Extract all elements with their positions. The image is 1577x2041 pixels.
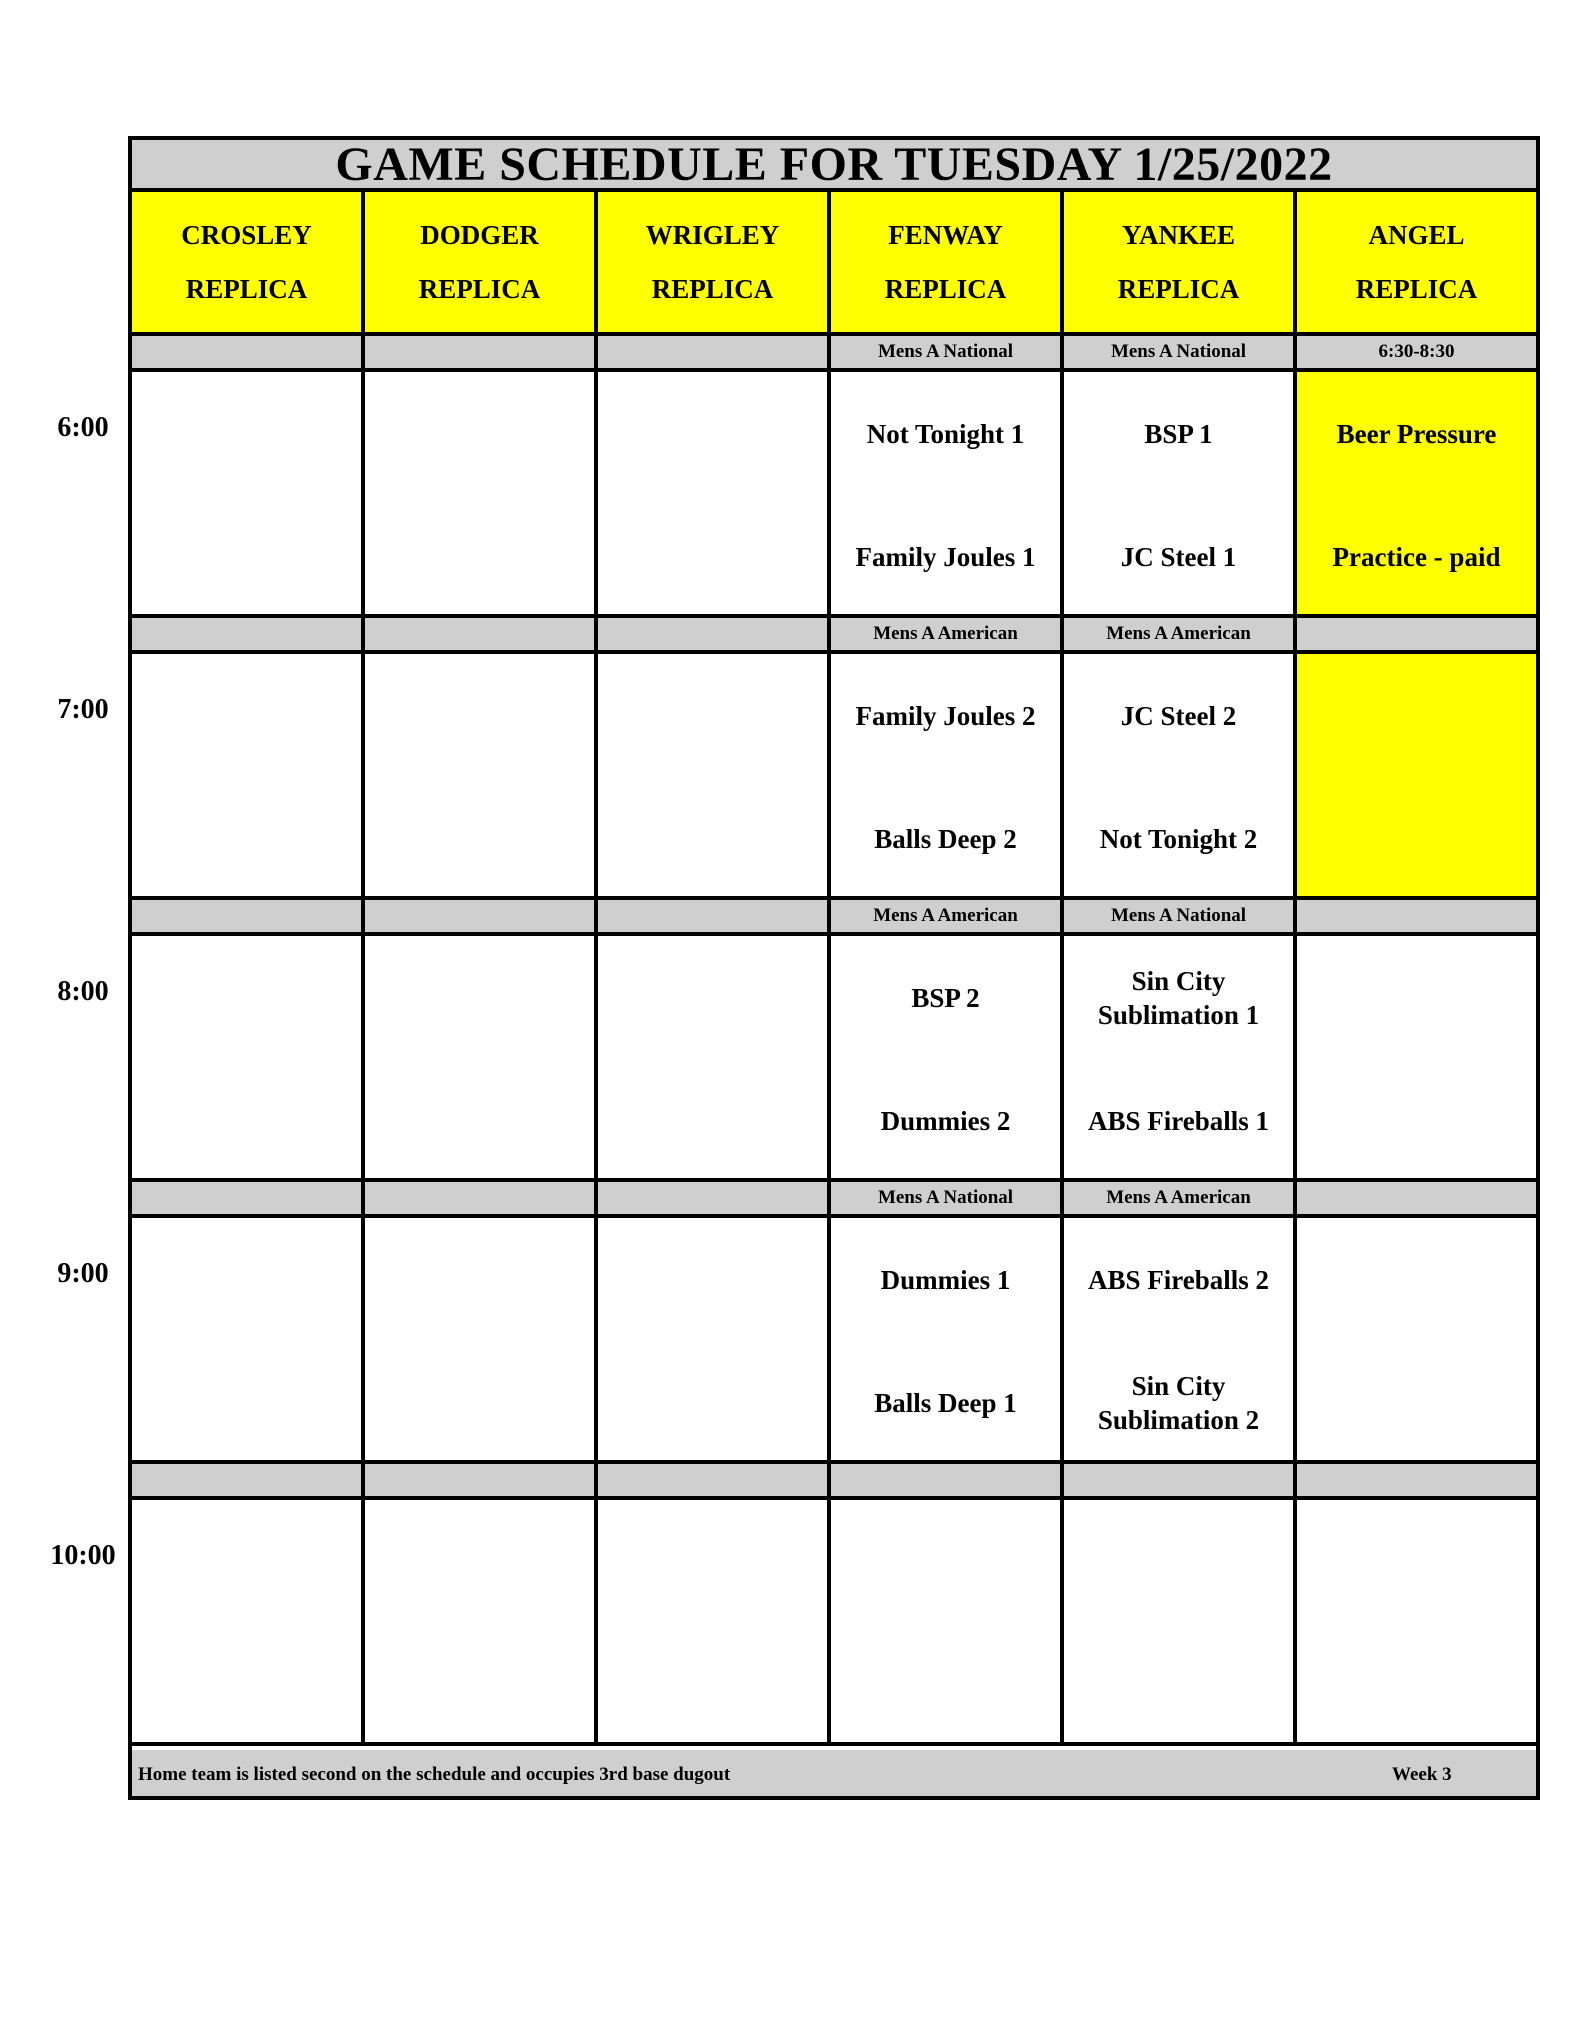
schedule-table [128,136,1540,1800]
division-label: Mens A American [1064,618,1297,654]
division-label [598,618,831,654]
field-header-crosley [132,192,365,336]
division-label [1297,1182,1536,1218]
footer-note: Home team is listed second on the schedule and occupies 3rd base dugout [138,1764,731,1785]
game-cell [1297,1218,1536,1464]
game-cell [831,654,1064,900]
game-cell [365,372,598,618]
division-label [365,1464,598,1500]
field-header-yankee [1064,192,1297,336]
field-header-fenway [831,192,1064,336]
field-name: FENWAY [888,220,1003,250]
game-cell [1064,1500,1297,1746]
game-cell [132,372,365,618]
game-cell [598,1218,831,1464]
game-cell [831,1218,1064,1464]
division-label [365,618,598,654]
division-label [365,1182,598,1218]
practice-cell [1297,654,1536,900]
field-header-angel [1297,192,1536,336]
division-label [598,1182,831,1218]
game-cell [365,654,598,900]
away-team: ABS Fireballs 2 [1087,1265,1270,1295]
field-subtitle: REPLICA [185,274,308,304]
home-team: JC Steel 1 [1120,542,1237,572]
game-cell [132,1500,365,1746]
game-cell [132,1218,365,1464]
away-team: Dummies 1 [880,1265,1011,1295]
division-label [1297,618,1536,654]
home-team: Not Tonight 2 [1099,824,1258,854]
division-label [132,1182,365,1218]
time-label-700: 7:00 [57,694,109,725]
away-team: BSP 1 [1144,419,1213,449]
home-team: Balls Deep 2 [874,824,1017,854]
field-subtitle: REPLICA [651,274,774,304]
field-name: WRIGLEY [645,220,780,250]
home-team: Balls Deep 1 [874,1388,1017,1418]
division-label: Mens A National [1064,900,1297,936]
division-label [1064,1464,1297,1500]
division-label: Mens A National [831,1182,1064,1218]
game-cell [598,372,831,618]
home-team: ABS Fireballs 1 [1087,1106,1270,1136]
home-team: Practice - paid [1332,542,1501,572]
game-cell [598,1500,831,1746]
game-cell [1064,936,1297,1182]
time-label-800: 8:00 [57,976,109,1007]
game-cell [365,936,598,1182]
field-name: CROSLEY [181,220,312,250]
away-team: Not Tonight 1 [866,419,1025,449]
away-team: JC Steel 2 [1120,701,1237,731]
schedule-title: GAME SCHEDULE FOR TUESDAY 1/25/2022 [132,140,1536,192]
game-cell [831,1500,1064,1746]
footer-row [132,1750,1536,1796]
division-label: Mens A National [1064,336,1297,372]
division-label [365,900,598,936]
division-label: Mens A National [831,336,1064,372]
division-label [132,1464,365,1500]
game-cell [365,1218,598,1464]
game-cell [598,654,831,900]
division-label: Mens A American [1064,1182,1297,1218]
away-team: Beer Pressure [1336,419,1497,449]
field-subtitle: REPLICA [1355,274,1478,304]
time-label-900: 9:00 [57,1258,109,1289]
time-label-600: 6:00 [57,412,109,443]
division-label [831,1464,1064,1500]
division-label [365,336,598,372]
field-name: YANKEE [1121,220,1236,250]
home-team: Family Joules 1 [855,542,1036,572]
week-label: Week 3 [1392,1764,1452,1785]
game-cell [1064,654,1297,900]
field-subtitle: REPLICA [884,274,1007,304]
game-cell [831,936,1064,1182]
division-label [598,1464,831,1500]
division-label: Mens A American [831,900,1064,936]
away-team: Sin City Sublimation 1 [1097,966,1260,1030]
division-label [598,900,831,936]
game-cell [598,936,831,1182]
division-label [1297,900,1536,936]
game-cell [1297,1500,1536,1746]
division-label [132,618,365,654]
home-team: Sin City Sublimation 2 [1097,1371,1260,1435]
game-cell [132,654,365,900]
away-team: Family Joules 2 [855,701,1036,731]
field-header-dodger [365,192,598,336]
field-subtitle: REPLICA [418,274,541,304]
game-cell [365,1500,598,1746]
away-team: BSP 2 [911,983,980,1013]
game-cell [1064,372,1297,618]
game-cell [1064,1218,1297,1464]
division-label [1297,1464,1536,1500]
game-cell [831,372,1064,618]
division-label [598,336,831,372]
practice-cell [1297,372,1536,618]
home-team: Dummies 2 [880,1106,1011,1136]
division-label: 6:30-8:30 [1297,336,1536,372]
field-header-wrigley [598,192,831,336]
field-name: DODGER [420,220,539,250]
field-subtitle: REPLICA [1117,274,1240,304]
game-cell [1297,936,1536,1182]
field-name: ANGEL [1368,220,1465,250]
division-label [132,900,365,936]
time-label-1000: 10:00 [50,1540,116,1571]
division-label [132,336,365,372]
game-cell [132,936,365,1182]
division-label: Mens A American [831,618,1064,654]
